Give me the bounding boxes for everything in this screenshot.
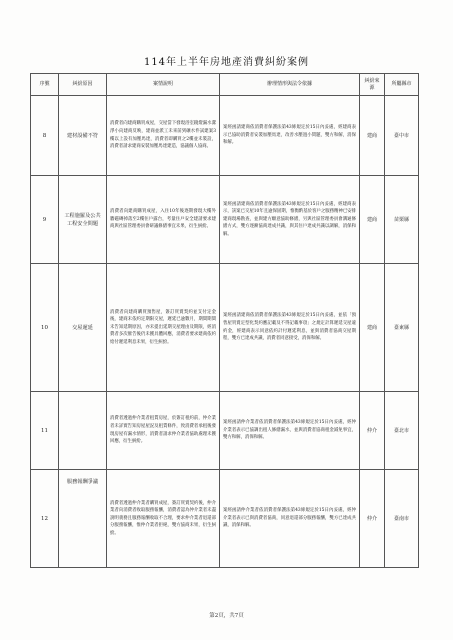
case-region: 臺中市 <box>385 96 419 176</box>
case-law: 案經函請仲介業者依消費者保護法第43條規定於15日內妥處，經仲介業者表示已協調出租人修繕漏水，並與消費者協商租金減免事宜，雙方和解，消保和解。 <box>220 392 360 470</box>
table-row <box>31 264 419 392</box>
header-description: 案情說明 <box>107 74 220 96</box>
dispute-case-table <box>30 73 419 568</box>
table-row <box>31 176 419 264</box>
case-law: 案經函請建商依消費者保護法第43條規定於15日內妥處，經建商表示已協助消費者安裝加壓馬達，改善水壓過小問題，雙方和解，消保和解。 <box>220 96 360 176</box>
header-law: 辦理情形與法令依據 <box>220 74 360 96</box>
case-source: 建商 <box>360 176 385 264</box>
table-header-row <box>31 74 419 96</box>
case-number: 11 <box>31 392 59 470</box>
case-number: 9 <box>31 176 59 264</box>
case-description: 消費者向建商購買成屋，交屋當下發現浴室鏡燈漏水潔淨小向建商反映，建商並派工未來前到礦水件試建案3樓以上設有加壓馬達，消費者即購買之2樓並未裝設，消費者請求建商安裝加壓馬達建造，協議個人協商。 <box>107 96 220 176</box>
case-law: 案經函請建商依消費者保護法第43條規定於15日內妥處，並依「預售屋買賣定型化契約應記載及不得記載事項」之規定計算遲延交屋違約金，經建商表示同意依約計付遲延利息，並與消費者協商交屋期程，雙方已達成共識，消費者同意接受，消保和解。 <box>220 264 360 392</box>
case-region: 苗栗縣 <box>385 176 419 264</box>
page-number: 第2頁，共7頁 <box>209 613 244 619</box>
header-no: 序號 <box>31 74 59 96</box>
case-number: 10 <box>31 264 59 392</box>
case-description: 消費者向建商購買成屋，入住10年後逐期發現大樓外牆磁磚掉落至2樓住戶露台，考量住戶安全建請要求建商與社區管理委員會研議修繕事宜未果，衍生糾紛。 <box>107 176 220 264</box>
case-category <box>59 392 107 470</box>
page-title: 114年上半年房地產消費糾紛案例 <box>143 57 310 68</box>
case-source: 建商 <box>360 264 385 392</box>
table-row <box>31 96 419 176</box>
case-law: 案經函請建商依消費者保護法第43條規定於15日內妥處，經建商表示，該案已交屋10年且逾保固期，惟衡酌基於客戶之服務精神已安排建商現場勘查，並與建方願意協助修繕，另與社區管理委員會溝通修繕方式，雙方逐漸協商達成共識，與其住戶達成共識以調解，消保和解。 <box>220 176 360 264</box>
case-source: 仲介 <box>360 470 385 568</box>
case-description: 消費者透過仲介業者租賃房屋，於簽訂租約前，仲介業者未詳實告知房屋屋況及租賃條件，致消費者承租後發現房屋有漏水情形，消費者請求仲介業者協助處理未獲回應，衍生糾紛。 <box>107 392 220 470</box>
case-category: 服務報酬爭議 <box>59 470 107 568</box>
table-row <box>31 392 419 470</box>
case-region: 臺北市 <box>385 392 419 470</box>
case-source: 仲介 <box>360 392 385 470</box>
case-source: 建商 <box>360 96 385 176</box>
case-category: 工程施羅及公共工程安全問題 <box>59 176 107 264</box>
case-description: 消費者透過仲介業者購買成屋，簽訂買賣契約後，仲介業者向消費者收取服務報酬，消費者認為仲介業者未盡說明義務且服務報酬收取不合理，要求仲介業者退還部分服務報酬，惟仲介業者拒絕，雙方協商未果，衍生糾紛。 <box>107 470 220 568</box>
header-category: 糾紛原因 <box>59 74 107 96</box>
case-law: 案經函請仲介業者依消費者保護法第43條規定於15日內妥處，經仲介業者表示已與消費者協商，同意退還部分服務報酬，雙方已達成共識，消保和解。 <box>220 470 360 568</box>
case-number: 12 <box>31 470 59 568</box>
case-number: 8 <box>31 96 59 176</box>
header-source: 糾紛來源 <box>360 74 385 96</box>
case-region: 臺東縣 <box>385 264 419 392</box>
case-region: 臺南市 <box>385 470 419 568</box>
header-region: 所屬縣市 <box>385 74 419 96</box>
case-category: 交屋遲延 <box>59 264 107 392</box>
case-description: 消費者向建商購買預售屋，簽訂買賣契約並支付定金後，建商未依約定期限交屋，遲延已逾數月，期間期間未告知延期原因，亦未提出延期交屋理由及期限，經消費者多次催告後仍未獲具體回應，消費者要求建商依約給付遲延利息未果，衍生糾紛。 <box>107 264 220 392</box>
table-row <box>31 470 419 568</box>
case-category: 建材設備不符 <box>59 96 107 176</box>
